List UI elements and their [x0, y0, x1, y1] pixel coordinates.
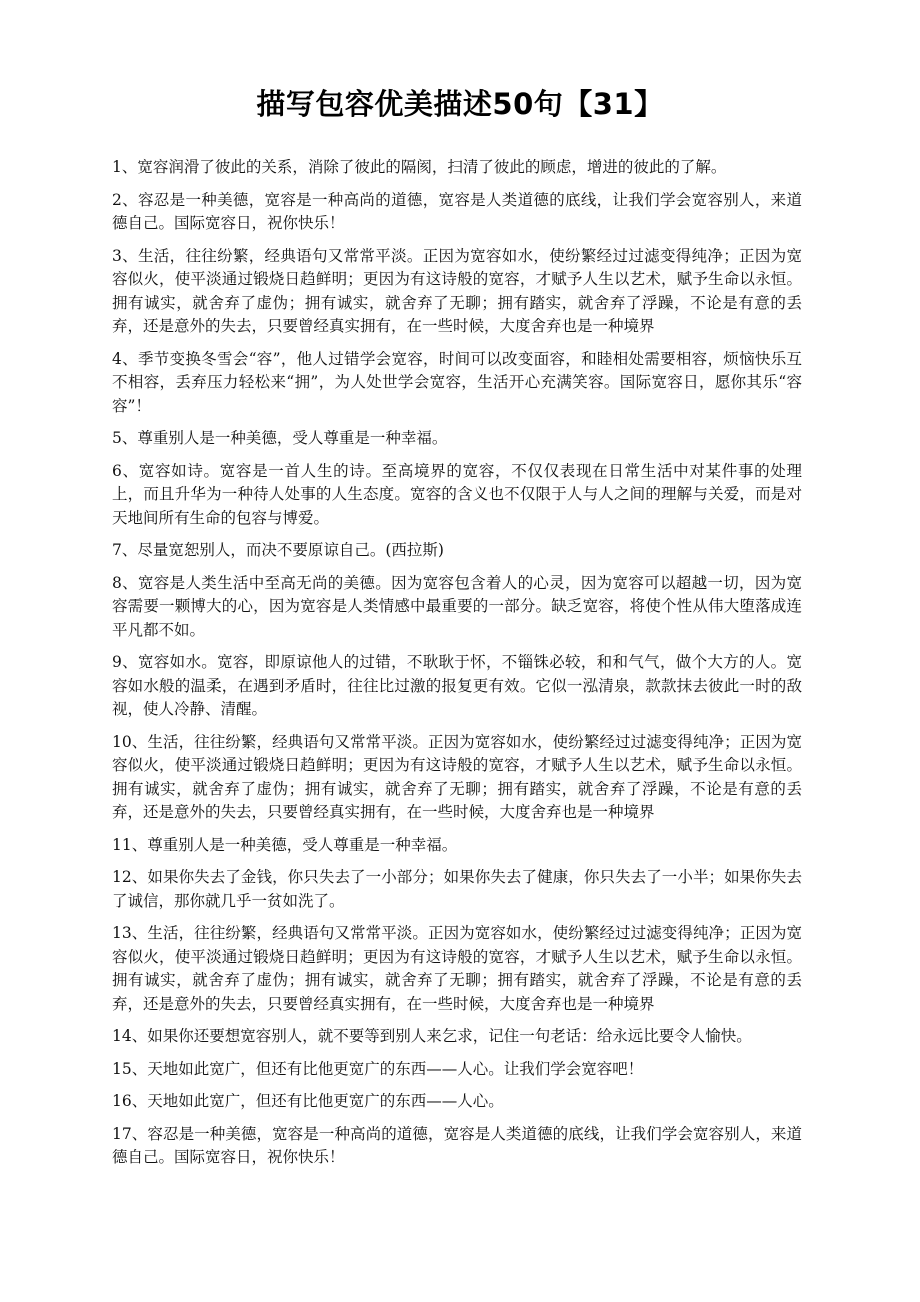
- sentence-item-10: 10、生活，往往纷繁，经典语句又常常平淡。正因为宽容如水，使纷繁经过过滤变得纯净；正因为宽容似火，使平淡通过锻烧日趋鲜明；更因为有这诗般的宽容，才赋予人生以艺术，赋予生命以永恒。拥有诚实，就舍弃了虚伪；拥有诚实，就舍弃了无聊；拥有踏实，就舍弃了浮躁，不论是有意的丢弃，还是意外的失去，只要曾经真实拥有，在一些时候，大度舍弃也是一种境界: [112, 732, 802, 821]
- sentence-item-17: 17、容忍是一种美德，宽容是一种高尚的道德，宽容是人类道德的底线，让我们学会宽容别人，来道德自己。国际宽容日，祝你快乐！: [112, 1124, 802, 1166]
- sentence-item-16: 16、天地如此宽广，但还有比他更宽广的东西——人心。: [112, 1092, 504, 1110]
- page-title: 描写包容优美描述50句【31】: [256, 87, 664, 121]
- sentence-item-1: 1、宽容润滑了彼此的关系，消除了彼此的隔阂，扫清了彼此的顾虑，增进的彼此的了解。: [112, 158, 727, 176]
- sentence-item-4: 4、季节变换冬雪会“容”，他人过错学会宽容，时间可以改变面容，和睦相处需要相容，烦恼快乐互不相容，丢弃压力轻松来“拥”，为人处世学会宽容，生活开心充满笑容。国际宽容日，愿你其乐“容容”！: [112, 349, 802, 415]
- sentence-item-8: 8、宽容是人类生活中至高无尚的美德。因为宽容包含着人的心灵，因为宽容可以超越一切，因为宽容需要一颗博大的心，因为宽容是人类情感中最重要的一部分。缺乏宽容，将使个性从伟大堕落成连平凡都不如。: [112, 573, 802, 639]
- sentence-item-9: 9、宽容如水。宽容，即原谅他人的过错，不耿耿于怀，不锱铢必较，和和气气，做个大方的人。宽容如水般的温柔，在遇到矛盾时，往往比过激的报复更有效。它似一泓清泉，款款抹去彼此一时的敌视，使人冷静、清醒。: [112, 653, 802, 718]
- sentence-item-5: 5、尊重别人是一种美德，受人尊重是一种幸福。: [112, 429, 448, 447]
- sentence-item-2: 2、容忍是一种美德，宽容是一种高尚的道德，宽容是人类道德的底线，让我们学会宽容别人，来道德自己。国际宽容日，祝你快乐！: [112, 190, 802, 232]
- sentence-item-6: 6、宽容如诗。宽容是一首人生的诗。至高境界的宽容，不仅仅表现在日常生活中对某件事的处理上，而且升华为一种待人处事的人生态度。宽容的含义也不仅限于人与人之间的理解与关爱，而是对天地间所有生命的包容与博爱。: [112, 461, 802, 527]
- sentence-list: [112, 156, 802, 1179]
- sentence-item-14: 14、如果你还要想宽容别人，就不要等到别人来乞求，记住一句老话：给永远比要令人愉快。: [112, 1027, 752, 1045]
- sentence-item-12: 12、如果你失去了金钱，你只失去了一小部分；如果你失去了健康，你只失去了一小半；如果你失去了诚信，那你就几乎一贫如洗了。: [112, 868, 802, 910]
- sentence-item-13: 13、生活，往往纷繁，经典语句又常常平淡。正因为宽容如水，使纷繁经过过滤变得纯净；正因为宽容似火，使平淡通过锻烧日趋鲜明；更因为有这诗般的宽容，才赋予人生以艺术，赋予生命以永恒。拥有诚实，就舍弃了虚伪；拥有诚实，就舍弃了无聊；拥有踏实，就舍弃了浮躁，不论是有意的丢弃，还是意外的失去，只要曾经真实拥有，在一些时候，大度舍弃也是一种境界: [112, 924, 802, 1013]
- sentence-item-7: 7、尽量宽恕别人，而决不要原谅自己。(西拉斯): [112, 541, 444, 559]
- sentence-item-11: 11、尊重别人是一种美德，受人尊重是一种幸福。: [112, 835, 458, 854]
- sentence-item-15: 15、天地如此宽广，但还有比他更宽广的东西——人心。让我们学会宽容吧！: [112, 1059, 644, 1078]
- sentence-item-3: 3、生活，往往纷繁，经典语句又常常平淡。正因为宽容如水，使纷繁经过过滤变得纯净；正因为宽容似火，使平淡通过锻烧日趋鲜明；更因为有这诗般的宽容，才赋予人生以艺术，赋予生命以永恒。拥有诚实，就舍弃了虚伪；拥有诚实，就舍弃了无聊；拥有踏实，就舍弃了浮躁，不论是有意的丢弃，还是意外的失去，只要曾经真实拥有，在一些时候，大度舍弃也是一种境界: [112, 246, 802, 335]
